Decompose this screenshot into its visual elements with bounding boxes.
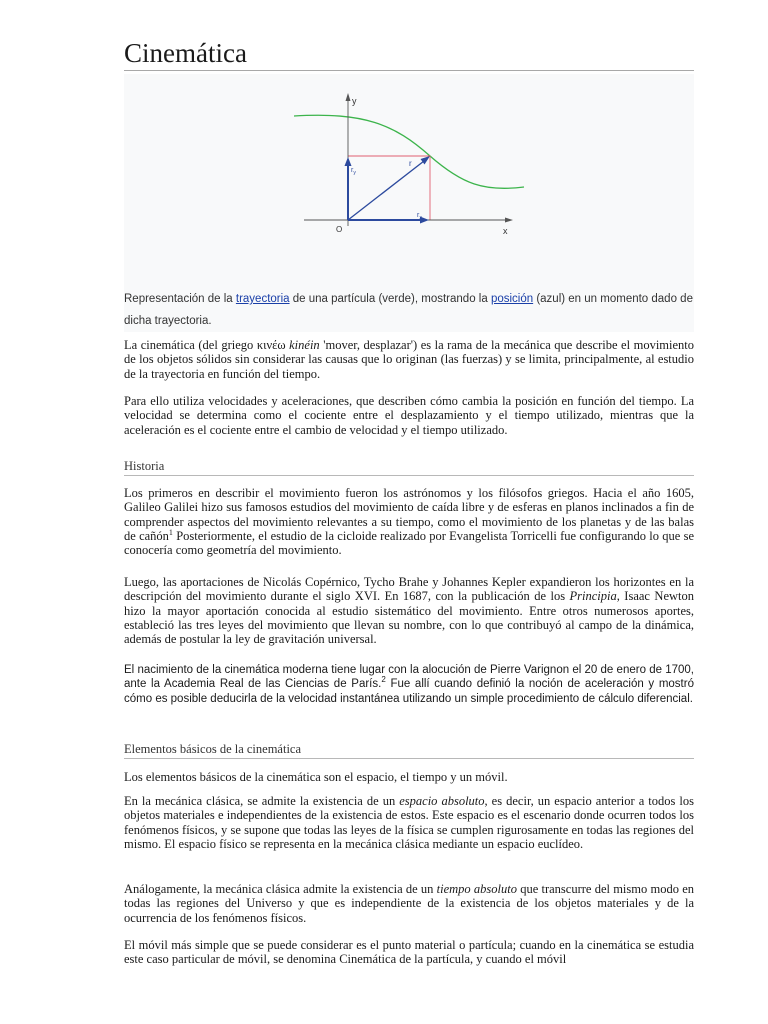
caption-text: de una partícula (verde), mostrando la bbox=[289, 293, 491, 305]
page-title: Cinemática bbox=[124, 38, 694, 71]
section-heading-elementos: Elementos básicos de la cinemática bbox=[124, 741, 694, 759]
historia-paragraph-3: El nacimiento de la cinemática moderna tiene lugar con la alocución de Pierre Varignon el 20 de enero de 1700, ante la Academia Real de las Ciencias de París.$^2$ Fue allí cuando definió la noción de aceleración y mostró cómo es posible deducirla de la velocidad instantánea utilizando un simple procedimiento de cálculo diferencial. bbox=[124, 664, 694, 705]
x-axis-arrow-icon bbox=[505, 218, 513, 223]
historia-paragraph-2: Luego, las aportaciones de Nicolás Copérnico, Tycho Brahe y Johannes Kepler expandieron los horizontes en la descripción del movimiento durante el siglo XVI. En 1687, con la publicación de los Principia, Isaac Newton hizo la mayor aportación conocida al estudio sistemático del movimiento. Entre otros numerosos aportes, estableció las tres leyes del movimiento que llevan su nombre, con lo que contribuyó al campo de la dinámica, además de postular la ley de gravitación universal. bbox=[124, 575, 695, 647]
elementos-paragraph-2: En la mecánica clásica, se admite la existencia de un espacio absoluto, es decir, un espacio anterior a todos los objetos materiales e independientes de la existencia de estos. Este espacio es el escenario donde ocurren todos los fenómenos físicos, y se supone que todas las leyes de la física se cumplen rigurosamente en todas las regiones del mismo. El espacio físico se representa en la mecánica clásica mediante un espacio euclídeo. bbox=[124, 794, 694, 851]
trajectory-link[interactable]: trayectoria bbox=[235, 293, 290, 305]
axis-label-y: y bbox=[352, 96, 357, 106]
caption-text: (azul) en un momento dado de dicha trayectoria. bbox=[124, 293, 693, 327]
vector-rx-label: $r_x$ bbox=[417, 212, 422, 221]
trajectory-curve bbox=[294, 115, 524, 188]
figure-caption bbox=[124, 288, 694, 332]
axis-label-x: x bbox=[503, 226, 508, 236]
caption-text: Representación de la bbox=[124, 293, 236, 305]
section-heading-historia: Historia bbox=[124, 458, 694, 476]
y-axis-arrow-icon bbox=[346, 93, 351, 101]
intro-paragraph-2: Para ello utiliza velocidades y aceleraciones, que describen cómo cambia la posición en función del tiempo. La velocidad se determina como el cociente entre el desplazamiento y el tiempo utilizado, mientras que la aceleración es el cociente entre el cambio de velocidad y el tiempo utilizado. bbox=[124, 394, 694, 437]
vector-r bbox=[348, 161, 424, 220]
elementos-paragraph-1: Los elementos básicos de la cinemática son el espacio, el tiempo y un móvil. bbox=[124, 770, 508, 784]
intro-paragraph-1: La cinemática (del griego κινέω kinéin 'mover, desplazar') es la rama de la mecánica que describe el movimiento de los objetos sólidos sin considerar las causas que lo originan (las fuerzas) y se limita, principalmente, al estudio de la trayectoria en función del tiempo. bbox=[124, 338, 695, 381]
elementos-paragraph-3: Análogamente, la mecánica clásica admite la existencia de un tiempo absoluto que transcurre del mismo modo en todas las regiones del Universo y que es independiente de la existencia de los objetos materiales y de la ocurrencia de los fenómenos físicos. bbox=[124, 882, 694, 925]
vector-ry-label: $r_y$ bbox=[351, 167, 356, 176]
elementos-paragraph-4: El móvil más simple que se puede considerar es el punto material o partícula; cuando en la cinemática se estudia este caso particular de móvil, se denomina Cinemática de la partícula, y cuando el móvil bbox=[124, 938, 694, 967]
historia-paragraph-1: Los primeros en describir el movimiento fueron los astrónomos y los filósofos griegos. Hacia el año 1605, Galileo Galilei hizo sus famosos estudios del movimiento de caída libre y de esferas en planos inclinados a fin de comprender aspectos del movimiento relevantes a su tiempo, como el movimiento de los planetas y de las balas de cañón$^1$ Posteriormente, el estudio de la cicloide realizado por Evangelista Torricelli fue configurando lo que se conocería como geometría del movimiento. bbox=[124, 486, 694, 558]
position-link[interactable]: posición bbox=[490, 293, 534, 305]
origin-label: O bbox=[336, 225, 343, 234]
vector-ry-arrow-icon bbox=[345, 157, 352, 166]
trajectory-diagram bbox=[124, 74, 694, 288]
vector-r-label: r bbox=[409, 159, 412, 168]
